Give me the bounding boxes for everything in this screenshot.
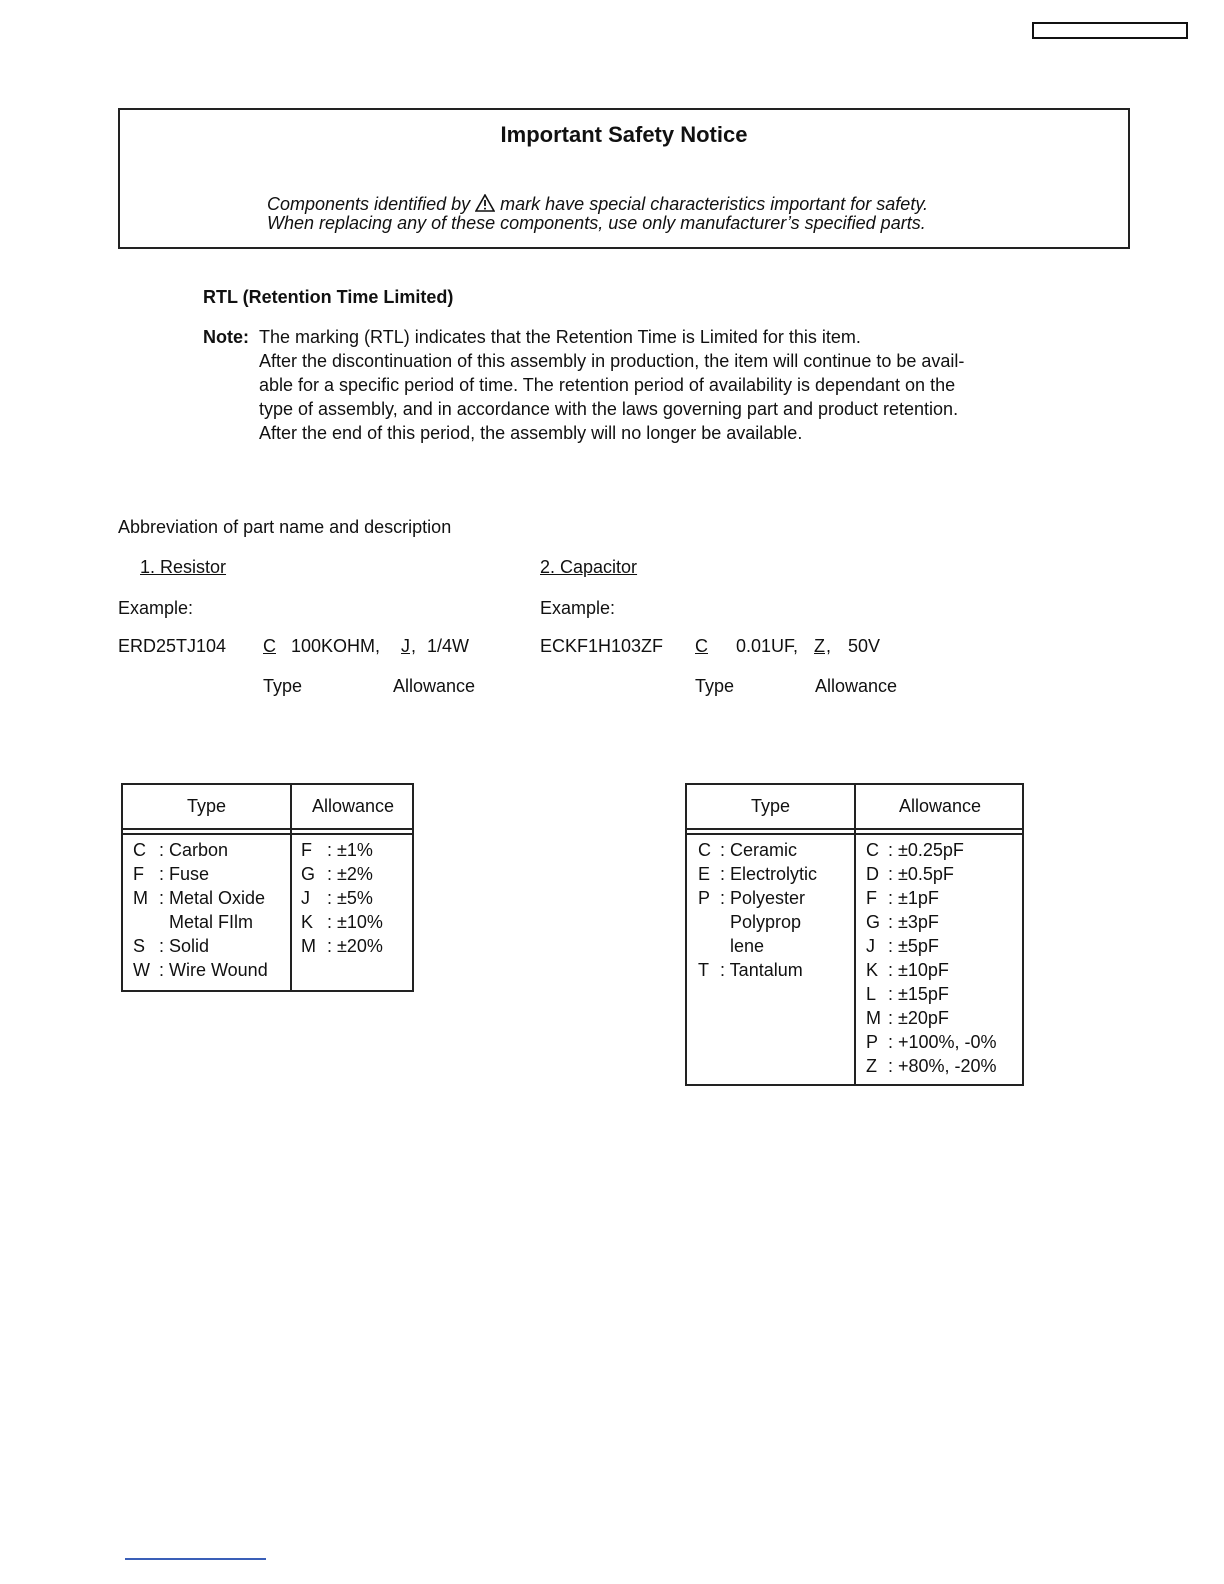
capacitor-separator: , [826, 636, 832, 656]
resistor-separator: , [411, 636, 417, 656]
allowance-code: K [866, 960, 879, 980]
allowance-label: : ±2% [327, 864, 373, 884]
list-item [866, 1054, 997, 1078]
type-code: C [133, 840, 146, 860]
safety-line-1-end: mark have special characteristics important for safety. [500, 194, 928, 214]
allowance-label: : +80%, -20% [888, 1056, 997, 1076]
capacitor-heading: 2. Capacitor [540, 557, 638, 577]
allowance-label: : ±1% [327, 840, 373, 860]
note-line: After the discontinuation of this assembly in production, the item will continue to be avail- [259, 351, 965, 371]
allowance-code: L [866, 984, 877, 1004]
list-item [301, 838, 383, 862]
capacitor-allowance-code: Z [814, 636, 825, 656]
type-label: : Electrolytic [720, 864, 818, 884]
resistor-example-label: Example: [118, 598, 194, 618]
capacitor-type-list [698, 838, 817, 982]
allowance-label: : ±5% [327, 888, 373, 908]
list-item [866, 862, 997, 886]
list-item [698, 934, 817, 958]
allowance-code: F [866, 888, 877, 908]
note-line: The marking (RTL) indicates that the Retention Time is Limited for this item. [259, 327, 861, 347]
allowance-label: : +100%, -0% [888, 1032, 997, 1052]
allowance-label: : ±3pF [888, 912, 939, 932]
allowance-code: M [301, 936, 316, 956]
note-line: After the end of this period, the assembly will no longer be available. [259, 423, 803, 443]
resistor-type-code: C [263, 636, 276, 656]
resistor-type-caption: Type [263, 676, 303, 696]
capacitor-allowance-header: Allowance [898, 796, 982, 816]
allowance-label: : ±15pF [888, 984, 949, 1004]
list-item [698, 958, 817, 982]
type-label: lene [730, 936, 765, 956]
allowance-label: : ±5pF [888, 936, 939, 956]
list-item [866, 838, 997, 862]
allowance-code: J [301, 888, 310, 908]
capacitor-allowance-list [866, 838, 997, 1078]
type-code: M [133, 888, 148, 908]
allowance-label: : ±0.5pF [888, 864, 954, 884]
list-item [698, 862, 817, 886]
allowance-label: : ±1pF [888, 888, 939, 908]
header-model-box [1032, 22, 1188, 39]
rtl-heading: RTL (Retention Time Limited) [203, 287, 454, 307]
type-label: : Solid [159, 936, 210, 956]
safety-notice-title: Important Safety Notice [500, 122, 748, 147]
list-item [866, 910, 997, 934]
resistor-allowance-code: J [401, 636, 410, 656]
type-label: Polyprop [730, 912, 802, 932]
list-item [866, 886, 997, 910]
footer-rule [125, 1558, 266, 1560]
resistor-type-header: Type [186, 796, 227, 816]
header-rule [123, 828, 412, 835]
list-item [301, 934, 383, 958]
capacitor-part-number: ECKF1H103ZF [540, 636, 664, 656]
resistor-allowance-caption: Allowance [393, 676, 476, 696]
warning-triangle-icon [475, 194, 495, 212]
type-label: : Carbon [159, 840, 229, 860]
header-rule [687, 828, 1022, 835]
capacitor-type-header: Type [750, 796, 791, 816]
note-line: type of assembly, and in accordance with the laws governing part and product retention. [259, 399, 959, 419]
resistor-type-list [133, 838, 268, 982]
type-code: F [133, 864, 144, 884]
resistor-heading: 1. Resistor [140, 557, 227, 577]
list-item [698, 886, 817, 910]
list-item [866, 982, 997, 1006]
allowance-label: : ±10% [327, 912, 383, 932]
list-item [698, 910, 817, 934]
safety-notice-line-1 [267, 194, 928, 215]
list-item [133, 910, 268, 934]
capacitor-example-label: Example: [540, 598, 616, 618]
allowance-code: J [866, 936, 875, 956]
list-item [866, 1030, 997, 1054]
list-item [133, 958, 268, 982]
allowance-label: : ±20% [327, 936, 383, 956]
safety-line-1-start: Components identified by [267, 194, 471, 214]
capacitor-voltage: 50V [848, 636, 881, 656]
abbreviation-title: Abbreviation of part name and description [118, 517, 452, 537]
list-item [301, 862, 383, 886]
list-item [698, 838, 817, 862]
list-item [133, 862, 268, 886]
list-item [133, 838, 268, 862]
type-code: C [698, 840, 711, 860]
type-label: : Wire Wound [159, 960, 268, 980]
resistor-allowance-list [301, 838, 383, 958]
note-label: Note: [203, 327, 249, 347]
resistor-table [121, 783, 414, 992]
allowance-code: F [301, 840, 312, 860]
type-code: T [698, 960, 709, 980]
list-item [133, 886, 268, 910]
list-item [866, 934, 997, 958]
type-label: Metal FIlm [169, 912, 254, 932]
capacitor-type-code: C [695, 636, 708, 656]
type-label: : Ceramic [720, 840, 798, 860]
capacitor-value: 0.01UF, [736, 636, 799, 656]
allowance-code: C [866, 840, 879, 860]
allowance-code: D [866, 864, 879, 884]
type-code: E [698, 864, 711, 884]
capacitor-allowance-caption: Allowance [815, 676, 898, 696]
safety-notice-box [118, 108, 1130, 249]
note-line: able for a specific period of time. The retention period of availability is dependant on the [259, 375, 956, 395]
resistor-part-number: ERD25TJ104 [118, 636, 227, 656]
capacitor-table [685, 783, 1024, 1086]
allowance-code: P [866, 1032, 879, 1052]
safety-notice-line-2: When replacing any of these components, use only manufacturer’s specified parts. [267, 213, 926, 233]
allowance-code: G [866, 912, 881, 932]
allowance-code: G [301, 864, 316, 884]
allowance-code: K [301, 912, 314, 932]
type-label: : Tantalum [720, 960, 803, 980]
allowance-code: Z [866, 1056, 877, 1076]
type-label: : Fuse [159, 864, 210, 884]
list-item [866, 1006, 997, 1030]
resistor-power: 1/4W [427, 636, 470, 656]
allowance-label: : ±0.25pF [888, 840, 964, 860]
list-item [301, 886, 383, 910]
list-item [866, 958, 997, 982]
type-label: : Metal Oxide [159, 888, 266, 908]
resistor-allowance-header: Allowance [311, 796, 395, 816]
type-code: W [133, 960, 150, 980]
type-code: P [698, 888, 711, 908]
allowance-code: M [866, 1008, 881, 1028]
list-item [133, 934, 268, 958]
list-item [301, 910, 383, 934]
capacitor-type-caption: Type [695, 676, 735, 696]
allowance-label: : ±20pF [888, 1008, 949, 1028]
type-code: S [133, 936, 146, 956]
type-label: : Polyester [720, 888, 806, 908]
allowance-label: : ±10pF [888, 960, 949, 980]
resistor-value: 100KOHM, [291, 636, 381, 656]
